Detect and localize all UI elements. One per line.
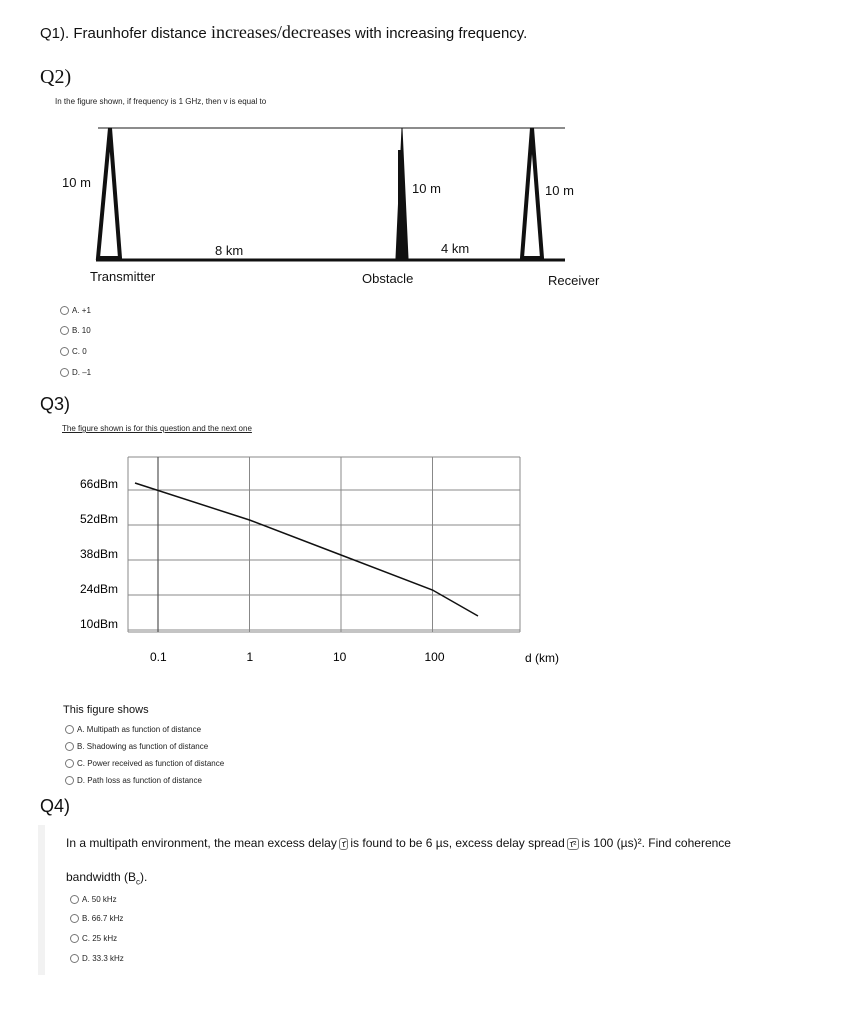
chart-x-ticks — [150, 650, 445, 664]
y-tick-label: 52dBm — [80, 512, 119, 526]
q4-option-a[interactable] — [70, 895, 117, 904]
q3-option-a-label: A. Multipath as function of distance — [77, 725, 202, 734]
q4-option-d[interactable] — [70, 954, 124, 963]
q4-option-d-label: D. 33.3 kHz — [82, 954, 124, 963]
tx-height-label: 10 m — [62, 175, 91, 190]
q3-question: This figure shows — [63, 704, 149, 716]
q4-text-d-end: ). — [140, 870, 148, 884]
tx-label: Transmitter — [90, 269, 156, 284]
q4-text-b: is found to be 6 µs, excess delay spread — [350, 836, 565, 850]
x-tick-label: 10 — [333, 650, 347, 664]
y-tick-label: 66dBm — [80, 477, 119, 491]
q4-text-line2 — [66, 870, 147, 886]
q1-prefix: Q1). Fraunhofer distance — [40, 25, 207, 42]
q3-option-d[interactable] — [65, 776, 202, 785]
q3-heading: Q3) — [40, 394, 71, 414]
radio-icon[interactable] — [65, 742, 74, 751]
q2-option-b-label: B. 10 — [72, 326, 91, 335]
q3-option-c-label: C. Power received as function of distance — [77, 759, 225, 768]
x-tick-label: 1 — [246, 650, 254, 664]
radio-icon[interactable] — [70, 914, 79, 923]
q3-note: The figure shown is for this question and the next one — [62, 424, 252, 433]
q4-option-b[interactable] — [70, 914, 123, 923]
rx-height-label: 10 m — [545, 183, 574, 198]
chart-y-ticks — [80, 477, 118, 631]
q3-option-c[interactable] — [65, 759, 224, 768]
dist1-label: 8 km — [215, 243, 244, 258]
q4-text-line1 — [66, 836, 731, 850]
q4-left-bar — [38, 825, 45, 975]
radio-icon[interactable] — [65, 776, 74, 785]
q1-choice: increases/decreases — [210, 22, 351, 42]
q4-option-c[interactable] — [70, 934, 117, 943]
radio-icon[interactable] — [70, 895, 79, 904]
x-tick-label: 100 — [424, 650, 445, 664]
y-tick-label: 10dBm — [80, 617, 119, 631]
q2-option-a-label: A. +1 — [72, 306, 91, 315]
y-tick-label: 38dBm — [80, 547, 119, 561]
q1-suffix: with increasing frequency. — [355, 25, 528, 42]
x-tick-label: 0.1 — [150, 650, 167, 664]
q2-option-c-label: C. 0 — [72, 347, 87, 356]
q2-heading: Q2) — [40, 66, 72, 88]
q4-option-c-label: C. 25 kHz — [82, 934, 118, 943]
series-line — [135, 483, 478, 616]
rx-label: Receiver — [548, 273, 600, 288]
radio-icon[interactable] — [70, 954, 79, 963]
q4-text-d: bandwidth (B — [66, 870, 137, 884]
dist2-label: 4 km — [441, 241, 470, 256]
radio-icon[interactable] — [70, 934, 79, 943]
obstacle-label: Obstacle — [362, 271, 414, 286]
radio-icon[interactable] — [65, 759, 74, 768]
q3-option-b-label: B. Shadowing as function of distance — [77, 742, 209, 751]
q2-prompt: In the figure shown, if frequency is 1 GHz, then v is equal to — [55, 97, 267, 106]
q3-option-b[interactable] — [65, 742, 208, 751]
y-tick-label: 24dBm — [80, 582, 119, 596]
chart-x-label: d (km) — [525, 651, 559, 665]
mean-delay-symbol: τ̄ — [339, 838, 349, 850]
delay-spread-symbol: τ̄² — [567, 838, 580, 850]
q3-option-d-label: D. Path loss as function of distance — [77, 776, 202, 785]
radio-icon[interactable] — [65, 725, 74, 734]
obstacle-height-label: 10 m — [412, 181, 441, 196]
q3-option-a[interactable] — [65, 725, 201, 734]
q4-text-c: is 100 (µs)². Find coherence — [581, 836, 731, 850]
q4-text-a: In a multipath environment, the mean excess delay — [66, 836, 337, 850]
q4-option-b-label: B. 66.7 kHz — [82, 914, 124, 923]
q4-text-d-sub: c — [136, 877, 141, 887]
q4-heading: Q4) — [40, 796, 71, 816]
q2-option-d-label: D. –1 — [72, 368, 92, 377]
q4-option-a-label: A. 50 kHz — [82, 895, 117, 904]
